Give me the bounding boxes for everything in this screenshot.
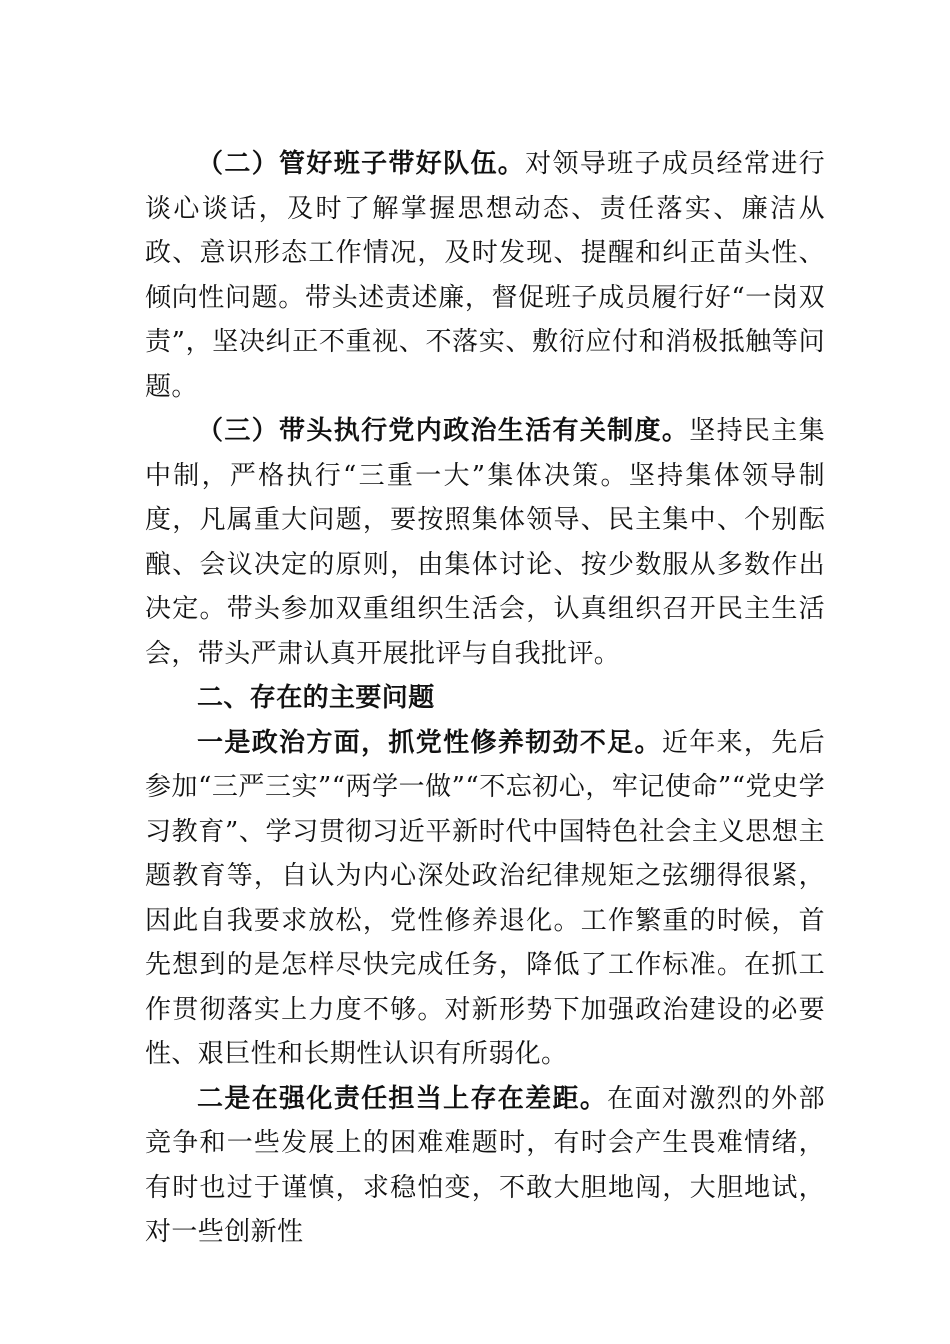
paragraph-lead: 二是在强化责任担当上存在差距。: [197, 1083, 608, 1114]
paragraph-team-management: [145, 142, 825, 409]
paragraph-issue-responsibility: [145, 1077, 825, 1255]
paragraph-lead: 一是政治方面，抓党性修养韧劲不足。: [197, 727, 662, 758]
paragraph-lead: （三）带头执行党内政治生活有关制度。: [197, 416, 690, 446]
section-heading: 二、存在的主要问题: [197, 683, 435, 713]
paragraph-issue-political: [145, 721, 825, 1077]
paragraph-party-life: [145, 409, 825, 676]
paragraph-body: 对领导班子成员经常进行谈心谈话，及时了解掌握思想动态、责任落实、廉洁从政、意识形态工作情况，及时发现、提醒和纠正苗头性、倾向性问题。带头述责述廉，督促班子成员履行好“一岗双责”，坚决纠正不重视、不落实、敷衍应付和消极抵触等问题。: [145, 149, 825, 402]
paragraph-body: 坚持民主集中制，严格执行“三重一大”集体决策。坚持集体领导制度，凡属重大问题，要按照集体领导、民主集中、个别酝酿、会议决定的原则，由集体讨论、按少数服从多数作出决定。带头参加双重组织生活会，认真组织召开民主生活会，带头严肃认真开展批评与自我批评。: [145, 416, 825, 669]
paragraph-body: 近年来，先后参加“三严三实”“两学一做”“不忘初心，牢记使命”“党史学习教育”、学习贯彻习近平新时代中国特色社会主义思想主题教育等，自认为内心深处政治纪律规矩之弦绷得很紧，因此自我要求放松，党性修养退化。工作繁重的时候，首先想到的是怎样尽快完成任务，降低了工作标准。在抓工作贯彻落实上力度不够。对新形势下加强政治建设的必要性、艰巨性和长期性认识有所弱化。: [145, 727, 825, 1069]
paragraph-lead: （二）管好班子带好队伍。: [197, 149, 526, 179]
paragraph-body: 在面对激烈的外部竞争和一些发展上的困难难题时，有时会产生畏难情绪，有时也过于谨慎，求稳怕变，不敢大胆地闯，大胆地试，对一些创新性: [145, 1083, 825, 1247]
document-body: [145, 142, 825, 1255]
